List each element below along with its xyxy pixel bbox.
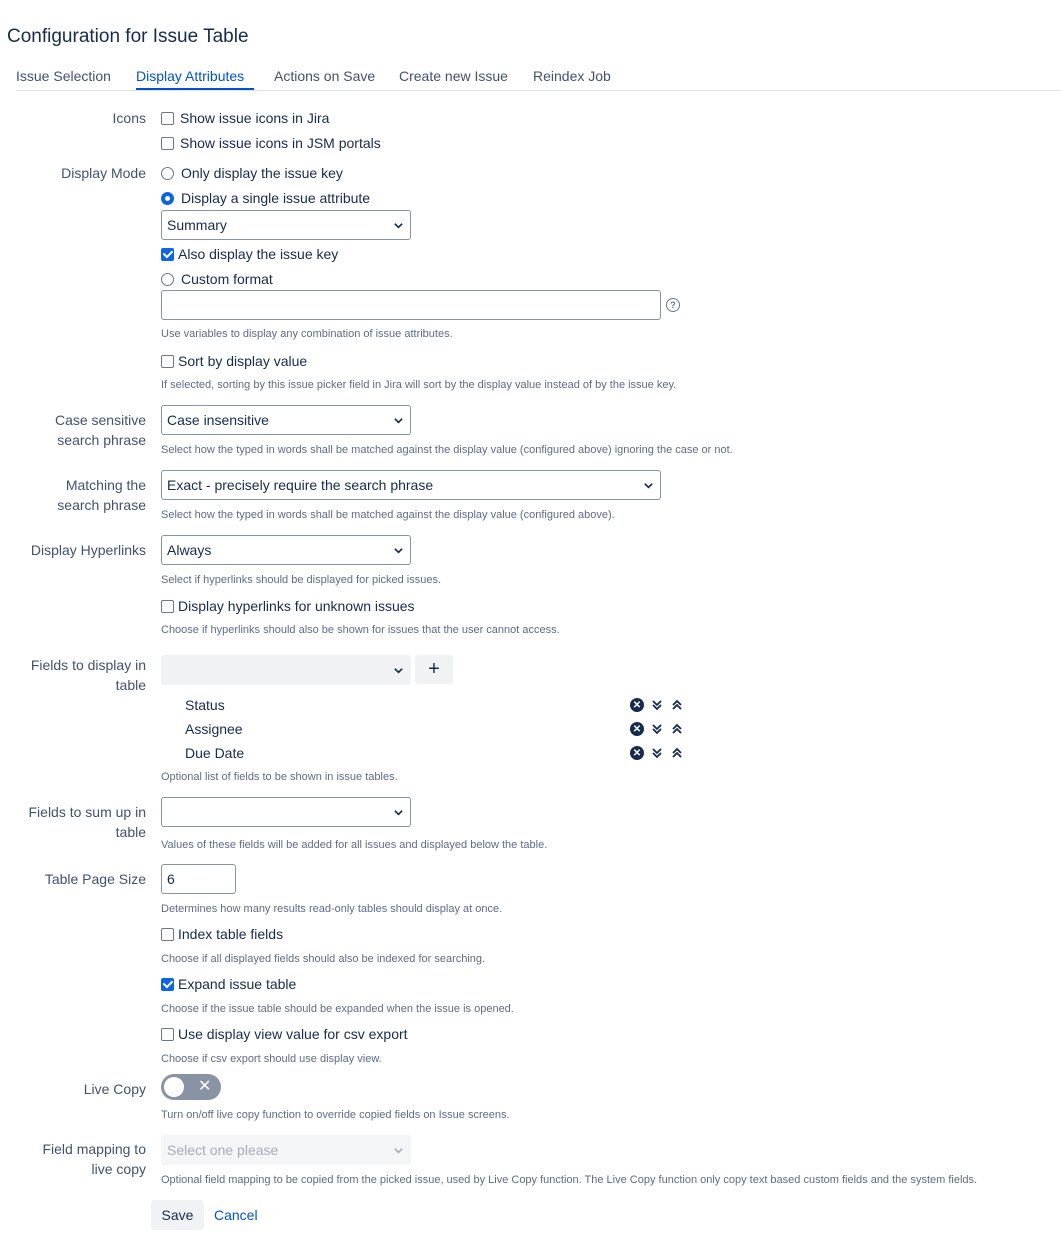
fields-sum-label [29,802,147,842]
live-copy-toggle[interactable] [161,1074,221,1100]
chevron-down-icon [393,545,404,556]
display-mode-label: Display Mode [61,165,146,181]
case-sensitive-help: Select how the typed in words shall be matched against the display value (configured above) ignoring the case or not. [161,444,733,456]
attribute-select-value: Summary [167,217,227,233]
fields-sum-label-line2: table [115,824,146,840]
also-key-label: Also display the issue key [178,246,339,262]
move-up-icon[interactable] [671,699,683,711]
move-down-icon[interactable] [651,699,663,711]
active-tab-indicator [136,88,254,90]
tab-display-attributes[interactable]: Display Attributes [136,68,245,84]
matching-label-line2: search phrase [57,497,146,513]
live-copy-help: Turn on/off live copy function to override copied fields on Issue screens. [161,1109,510,1121]
hyperlinks-label: Display Hyperlinks [30,542,146,558]
show-icons-jira-label: Show issue icons in Jira [180,110,330,126]
matching-help: Select how the typed in words shall be matched against the display value (configured above). [161,509,615,521]
also-key-option[interactable] [161,244,338,264]
custom-format-label: Custom format [181,271,273,287]
matching-value: Exact - precisely require the search phrase [167,477,434,493]
csv-export-checkbox[interactable] [161,1028,174,1041]
tab-bar [16,68,1061,91]
page-size-label: Table Page Size [44,871,146,887]
index-fields-help: Choose if all displayed fields should also be indexed for searching. [161,953,486,965]
live-copy-label: Live Copy [83,1081,146,1097]
hyperlinks-select[interactable] [161,535,411,565]
field-mapping-label [42,1139,146,1179]
fields-sum-help: Values of these fields will be added for all issues and displayed below the table. [161,839,548,851]
sort-display-checkbox[interactable] [161,355,174,368]
fields-sum-select[interactable] [161,797,411,827]
single-attribute-label: Display a single issue attribute [181,190,371,206]
field-mapping-label-line2: live copy [91,1161,146,1177]
index-fields-checkbox[interactable] [161,928,174,941]
unknown-hyperlinks-label: Display hyperlinks for unknown issues [178,598,415,614]
fields-display-help: Optional list of fields to be shown in issue tables. [161,771,398,783]
matching-label [57,475,146,515]
save-button[interactable]: Save [151,1200,204,1230]
fields-sum-label-line1: Fields to sum up in [28,804,146,820]
only-key-label: Only display the issue key [181,165,343,181]
unknown-hyperlinks-help: Choose if hyperlinks should also be shown for issues that the user cannot access. [161,624,560,636]
hyperlinks-help: Select if hyperlinks should be displayed for picked issues. [161,574,442,586]
page-title: Configuration for Issue Table [7,26,249,47]
fields-display-label-line2: table [115,677,146,693]
csv-export-option[interactable] [161,1024,408,1044]
cancel-link[interactable]: Cancel [214,1207,258,1223]
custom-format-radio[interactable] [161,273,174,286]
case-sensitive-label-line1: Case sensitive [54,412,146,428]
show-icons-jsm-label: Show issue icons in JSM portals [180,135,381,151]
chevron-down-icon [393,665,404,676]
index-fields-label: Index table fields [178,926,284,942]
field-item-assignee: Assignee [185,721,243,737]
show-icons-jsm-checkbox[interactable] [161,137,174,150]
tab-issue-selection[interactable]: Issue Selection [16,68,111,84]
field-mapping-placeholder: Select one please [167,1142,279,1158]
field-mapping-help: Optional field mapping to be copied from the picked issue, used by Live Copy function. The Live Copy function only copy text based custom fields and the system fields. [161,1174,978,1186]
page-size-help: Determines how many results read-only tables should display at once. [161,903,503,915]
tab-actions-on-save[interactable]: Actions on Save [274,68,376,84]
single-attribute-radio[interactable] [161,192,174,205]
csv-export-label: Use display view value for csv export [178,1026,408,1042]
field-item-status-actions [630,698,691,712]
sort-display-label: Sort by display value [178,353,308,369]
custom-format-help: Use variables to display any combination of issue attributes. [161,328,453,340]
page-size-input[interactable]: 6 [161,864,236,894]
chevron-down-icon [393,1145,404,1156]
index-fields-option[interactable] [161,924,283,944]
field-item-due-date: Due Date [185,745,245,761]
case-sensitive-value: Case insensitive [167,412,269,428]
close-icon: ✕ [198,1078,212,1095]
icons-label: Icons [112,110,146,126]
remove-icon[interactable]: ✕ [630,746,644,760]
fields-display-label-line1: Fields to display in [30,657,146,673]
case-sensitive-select[interactable] [161,405,411,435]
remove-icon[interactable]: ✕ [630,698,644,712]
only-key-radio[interactable] [161,167,174,180]
csv-export-help: Choose if csv export should use display view. [161,1053,382,1065]
only-key-option[interactable] [161,163,343,183]
case-sensitive-label-line2: search phrase [57,432,146,448]
show-icons-jira-checkbox[interactable] [161,112,174,125]
sort-display-help: If selected, sorting by this issue picker field in Jira will sort by the display value instead of by the issue key. [161,379,677,391]
field-mapping-select[interactable] [161,1135,411,1165]
show-icons-jira-option[interactable] [161,108,329,128]
remove-icon[interactable]: ✕ [630,722,644,736]
custom-format-input[interactable] [161,290,661,320]
single-attribute-option[interactable] [161,188,370,208]
toggle-knob [164,1077,184,1097]
chevron-down-icon [393,807,404,818]
field-item-due-date-actions [630,746,691,760]
case-sensitive-label [55,410,146,450]
attribute-select[interactable] [161,210,411,240]
tab-create-new-issue[interactable]: Create new Issue [399,68,508,84]
unknown-hyperlinks-checkbox[interactable] [161,600,174,613]
expand-table-checkbox[interactable] [161,978,174,991]
question-circle-icon[interactable]: ? [666,298,680,312]
sort-display-option[interactable] [161,351,307,371]
move-up-icon[interactable] [671,723,683,735]
move-down-icon[interactable] [651,723,663,735]
fields-display-select[interactable] [161,655,411,685]
custom-format-option[interactable] [161,269,273,289]
add-field-button[interactable]: + [415,655,453,684]
move-down-icon[interactable] [651,747,663,759]
matching-label-line1: Matching the [65,477,146,493]
expand-table-help: Choose if the issue table should be expanded when the issue is opened. [161,1003,514,1015]
expand-table-label: Expand issue table [178,976,297,992]
chevron-down-icon [393,415,404,426]
also-key-checkbox[interactable] [161,248,174,261]
field-item-status: Status [185,697,225,713]
field-item-assignee-actions [630,722,691,736]
chevron-down-icon [643,480,654,491]
move-up-icon[interactable] [671,747,683,759]
chevron-down-icon [393,220,404,231]
unknown-hyperlinks-option[interactable] [161,596,415,616]
tab-reindex-job[interactable]: Reindex Job [533,68,611,84]
expand-table-option[interactable] [161,974,296,994]
fields-display-label [31,655,146,695]
hyperlinks-value: Always [167,542,212,558]
show-icons-jsm-option[interactable] [161,133,381,153]
matching-select[interactable] [161,470,661,500]
field-mapping-label-line1: Field mapping to [42,1141,146,1157]
